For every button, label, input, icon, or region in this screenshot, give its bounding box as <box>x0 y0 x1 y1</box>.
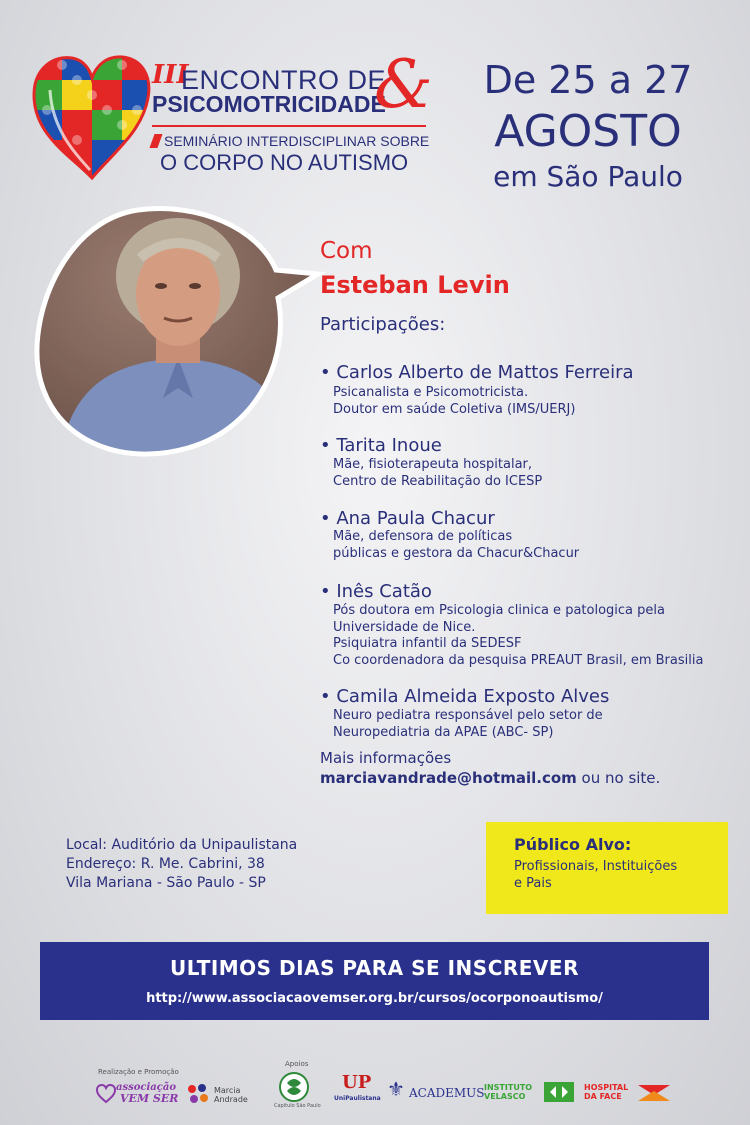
participant-description-line: Neuro pediatra responsável pelo setor de <box>333 708 603 723</box>
date-city: em São Paulo <box>493 160 683 193</box>
participant-name: • Carlos Alberto de Mattos Ferreira <box>320 362 634 383</box>
participant-description-line: Psicanalista e Psicomotricista. <box>333 385 529 400</box>
participant-description <box>333 603 703 669</box>
participant-description-line: Universidade de Nice. <box>333 619 476 635</box>
participant-description <box>333 529 579 562</box>
participant-description-line: Psiquiatra infantil da SEDESF <box>333 636 522 651</box>
header-divider <box>152 125 426 127</box>
venue-local: Local: Auditório da Unipaulistana <box>66 837 298 853</box>
edition-roman-numeral: III <box>152 60 189 90</box>
more-info-label: Mais informações <box>320 749 452 767</box>
capitulo-label: Capitulo São Paulo <box>274 1103 321 1109</box>
registration-url-link[interactable]: http://www.associacaovemser.org.br/cursos/ocorponoautismo/ <box>146 991 603 1006</box>
audience-line: e Pais <box>514 876 552 891</box>
marcia-andrade-logo-icon <box>186 1083 210 1105</box>
participant-description-line: públicas e gestora da Chacur&Chacur <box>333 545 580 561</box>
seminar-subtitle: SEMINÁRIO INTERDISCIPLINAR SOBRE <box>164 133 430 149</box>
participant-description <box>333 708 603 741</box>
audience-line: Profissionais, Instituições <box>514 859 678 874</box>
participant-description <box>333 457 542 490</box>
participant-name: • Ana Paula Chacur <box>320 508 495 529</box>
fleur-de-lis-icon: ⚜ <box>387 1077 405 1101</box>
venue-info <box>66 836 297 893</box>
participant-description <box>333 385 575 418</box>
hospital-face-logo-icon <box>636 1083 672 1103</box>
contact-email-link[interactable]: marciavandrade@hotmail.com <box>320 769 577 787</box>
participant-name: • Tarita Inoue <box>320 435 442 456</box>
participant-description-line: Pós doutora em Psicologia clinica e patologica pela <box>333 603 665 618</box>
seminar-topic: O CORPO NO AUTISMO <box>160 150 409 175</box>
participants-heading: Participações: <box>320 314 446 335</box>
capitulo-logo-icon <box>278 1071 310 1103</box>
audience-title: Público Alvo: <box>514 835 632 854</box>
date-month: AGOSTO <box>494 106 682 157</box>
velasco-logo-icon <box>544 1082 574 1102</box>
speaker-name: Esteban Levin <box>320 271 510 299</box>
event-title-line2: PSICOMOTRICIDADE <box>152 91 386 117</box>
participant-description-line: Mãe, fisioterapeuta hospitalar, <box>333 457 533 472</box>
hospital-face-logo-line1: HOSPITAL <box>584 1083 629 1092</box>
associacao-logo-line2: VEM SER <box>120 1092 179 1105</box>
participant-description-line: Doutor em saúde Coletiva (IMS/UERJ) <box>333 401 576 417</box>
more-info-suffix: ou no site. <box>576 769 661 787</box>
heart-logo-icon <box>96 1084 116 1104</box>
unipaulistana-label: UniPaulistana <box>334 1095 381 1102</box>
date-range: De 25 a 27 <box>483 58 693 102</box>
participant-description-line: Neuropediatria da APAE (ABC- SP) <box>333 724 554 740</box>
participant-description-line: Mãe, defensora de políticas <box>333 529 513 544</box>
up-logo: UP <box>342 1072 372 1093</box>
registration-call: ULTIMOS DIAS PARA SE INSCREVER <box>170 956 579 980</box>
venue-district: Vila Mariana - São Paulo - SP <box>66 875 266 891</box>
speaker-photo <box>28 198 328 468</box>
velasco-logo-line2: VELASCO <box>484 1092 526 1101</box>
marcia-logo-line2: Andrade <box>214 1095 248 1104</box>
more-info-line <box>320 768 660 788</box>
apoios-label: Apoios <box>285 1060 309 1068</box>
speaker-intro: Com <box>320 238 373 264</box>
velasco-logo-line1: INSTITUTO <box>484 1083 533 1092</box>
event-title-line1: ENCONTRO DE <box>181 65 387 95</box>
hospital-face-logo-line2: DA FACE <box>584 1092 622 1101</box>
participant-description-line: Co coordenadora da pesquisa PREAUT Brasil, em Brasilia <box>333 652 704 668</box>
realizacao-label: Realização e Promoção <box>98 1068 179 1076</box>
associacao-logo-line1: associação <box>116 1082 177 1093</box>
ampersand-mark: & <box>374 46 433 123</box>
marcia-logo-line1: Marcia <box>214 1086 241 1095</box>
venue-address: Endereço: R. Me. Cabrini, 38 <box>66 856 265 872</box>
participant-description-line: Centro de Reabilitação do ICESP <box>333 473 543 489</box>
participant-name: • Camila Almeida Exposto Alves <box>320 686 610 707</box>
participant-name: • Inês Catão <box>320 581 432 602</box>
audience-description <box>514 858 677 892</box>
puzzle-heart-logo-icon <box>30 50 155 180</box>
academus-logo: ACADEMUS <box>409 1086 485 1100</box>
registration-banner <box>40 942 709 1020</box>
